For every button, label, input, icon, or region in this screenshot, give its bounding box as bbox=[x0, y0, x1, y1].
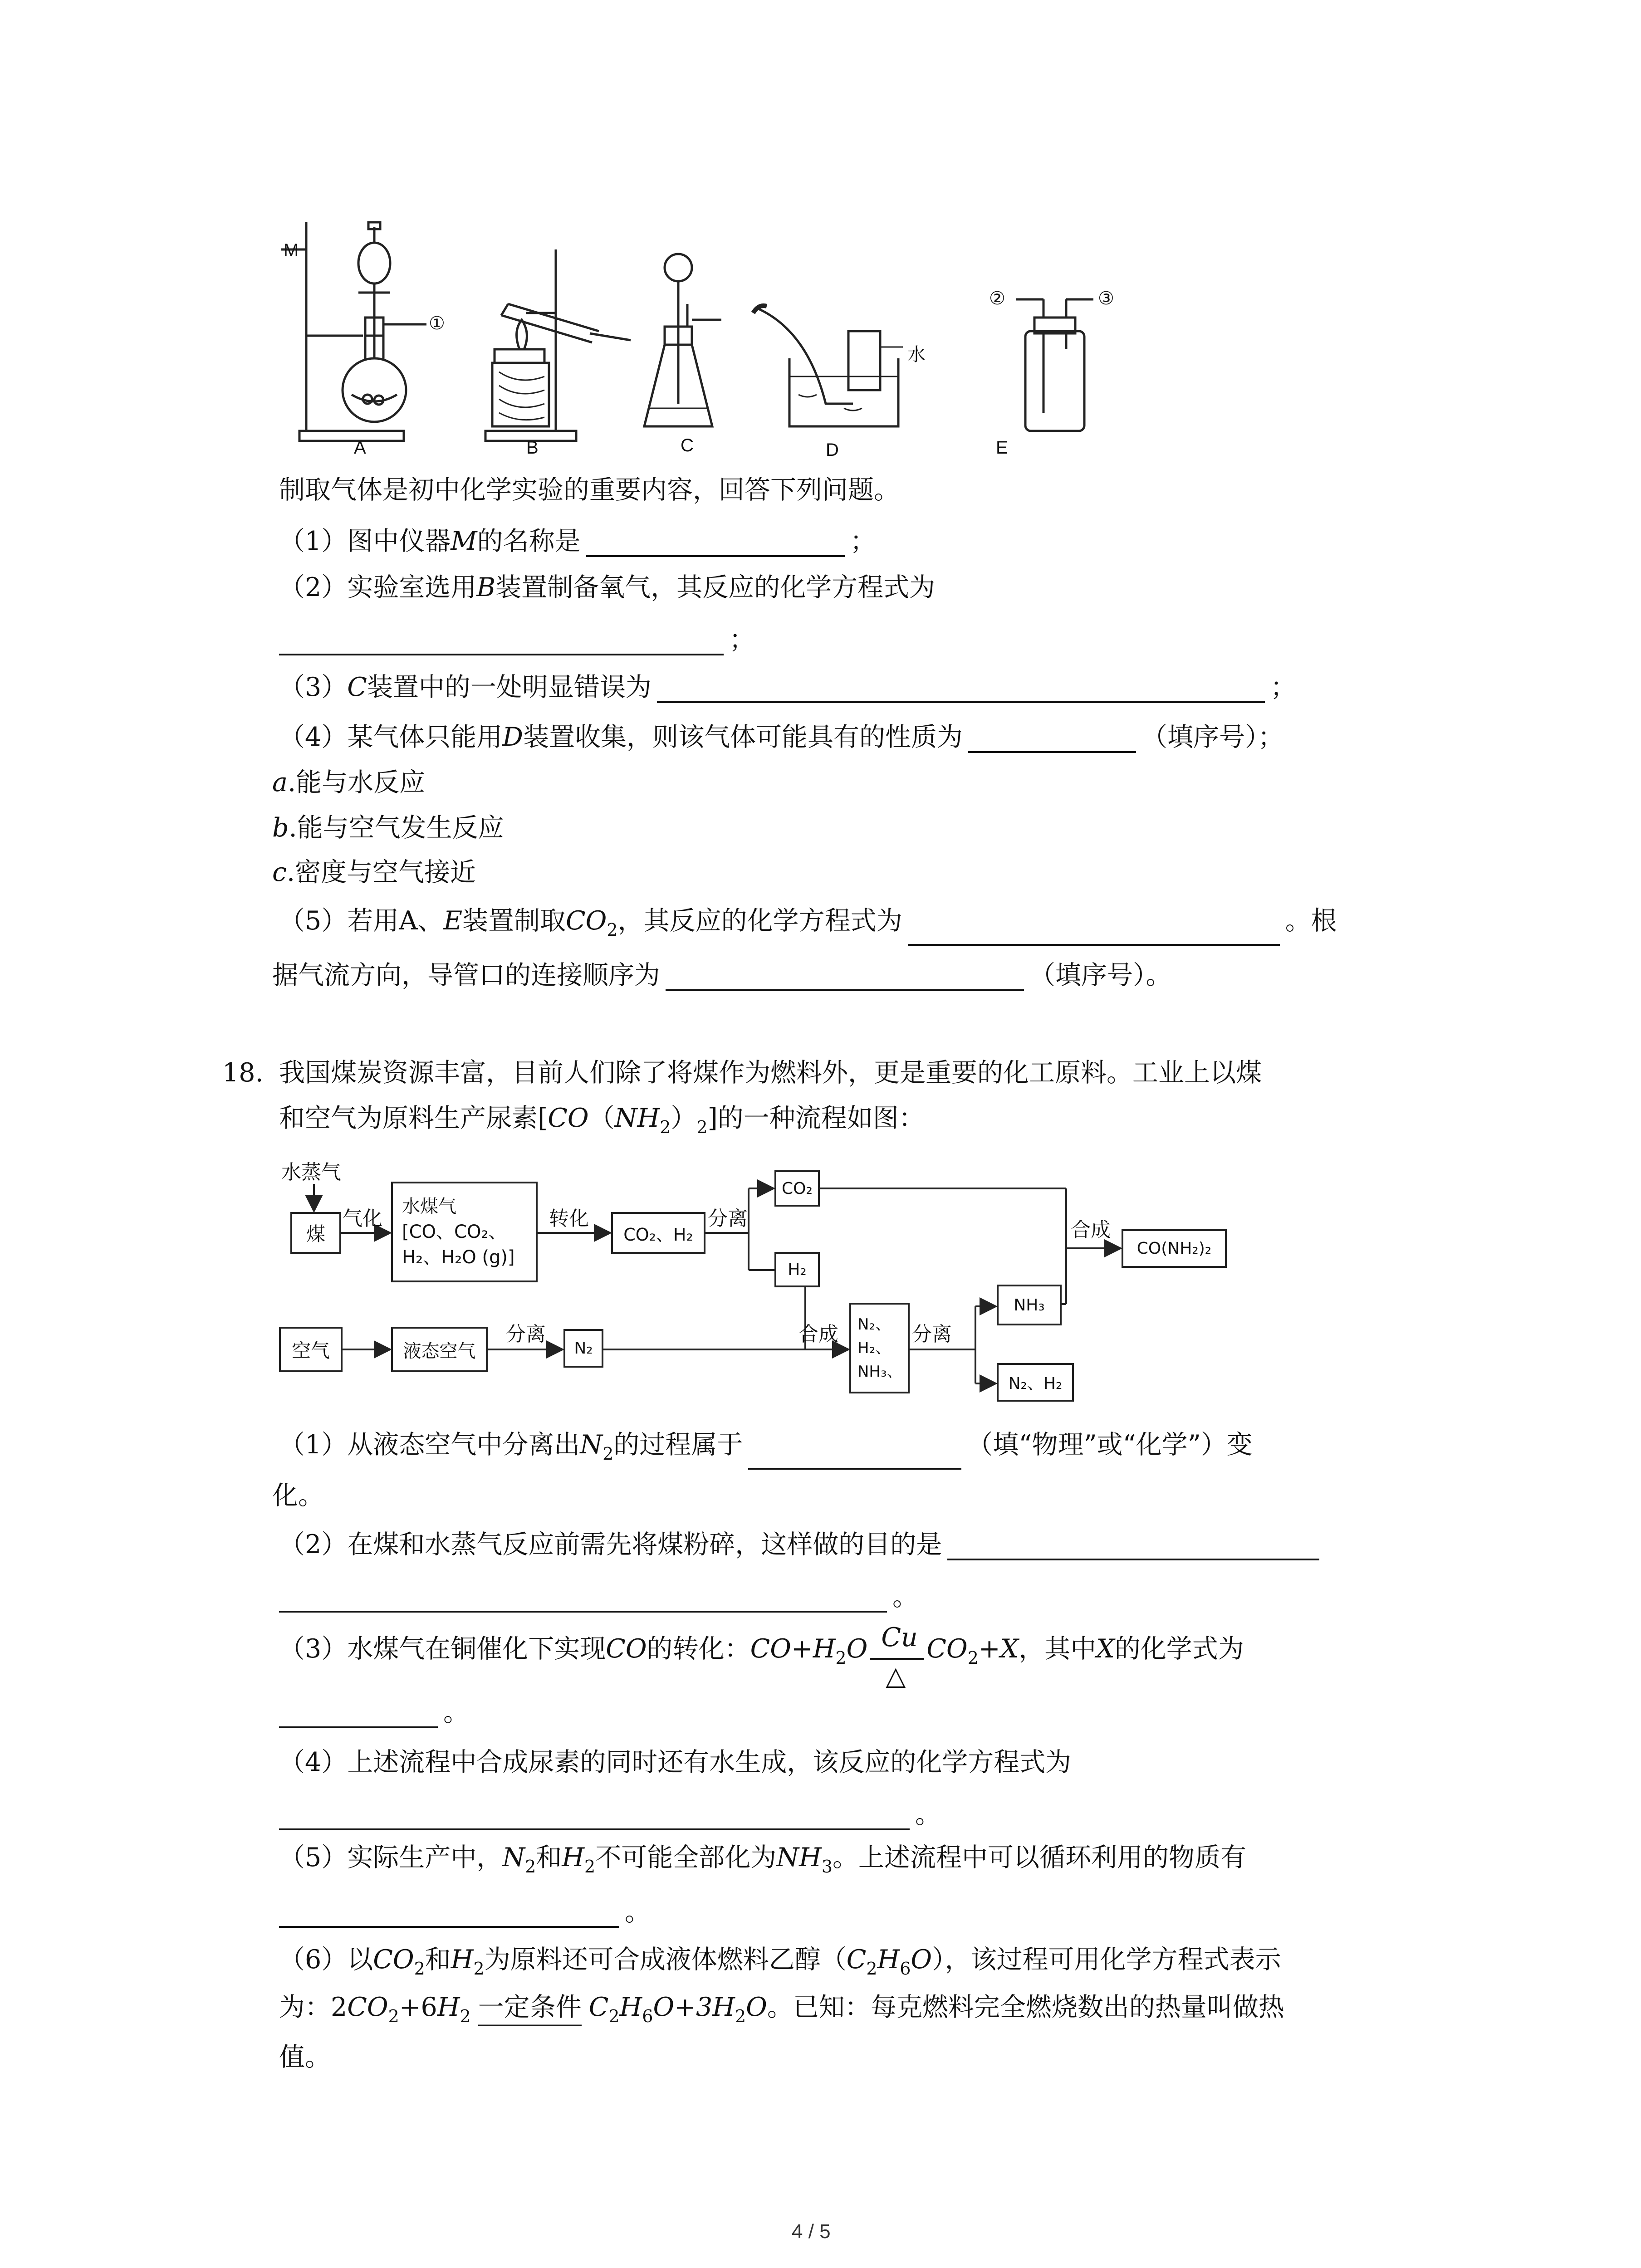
q18-part4-answer: 。 bbox=[279, 1799, 941, 1830]
flow-label-synth-mid: 合成 bbox=[798, 1323, 838, 1346]
flow-box-co2: CO₂ bbox=[774, 1170, 820, 1207]
q17-intro: 制取气体是初中化学实验的重要内容，回答下列问题。 bbox=[279, 475, 900, 505]
flow-label-separate3: 分离 bbox=[912, 1323, 952, 1346]
label-water: 水 bbox=[907, 345, 926, 365]
flow-box-urea: CO(NH₂)₂ bbox=[1122, 1229, 1227, 1268]
reaction-condition: Cu △ bbox=[867, 1642, 926, 1674]
q17-option-c: c.密度与空气接近 bbox=[272, 857, 476, 887]
q18-part6-line2: 为：$2CO_2+6H_2$ 一定条件 $C_2H_6O+3H_2O$。已知：每克燃料完全燃烧数出的热量叫做热 bbox=[279, 1992, 1284, 2026]
flow-steam: 水蒸气 bbox=[281, 1161, 341, 1184]
label-circle-3: ③ bbox=[1098, 288, 1114, 308]
q18-part1-line2: 化。 bbox=[272, 1481, 324, 1510]
label-c: C bbox=[681, 435, 694, 455]
q18-part2-answer: 。 bbox=[279, 1581, 918, 1613]
flow-label-separate2: 分离 bbox=[506, 1323, 546, 1346]
label-circle-1: ① bbox=[429, 313, 445, 333]
q18-part6: （6）以$CO_2$和$H_2$为原料还可合成液体燃料乙醇$(C_2H_6O)$，该过程可用化学方程式表示 bbox=[279, 1945, 1281, 1979]
flow-box-n2: N₂ bbox=[563, 1329, 603, 1368]
q18-part5-answer: 。 bbox=[279, 1896, 651, 1928]
q18-number: 18. bbox=[222, 1058, 264, 1088]
flow-box-liquid-air: 液态空气 bbox=[391, 1327, 488, 1372]
q18-part4: （4）上述流程中合成尿素的同时还有水生成，该反应的化学方程式为 bbox=[279, 1747, 1072, 1777]
flow-box-watergas: 水煤气 [CO、CO₂、 H₂、H₂O (g)] bbox=[391, 1182, 538, 1282]
q17-part2-answer: ； bbox=[279, 624, 755, 655]
label-e: E bbox=[996, 438, 1008, 458]
answer-blank-7[interactable] bbox=[748, 1441, 961, 1470]
q18-part6-line3: 值。 bbox=[279, 2042, 331, 2072]
q17-part5-line2: 据气流方向，导管口的连接顺序为 （填序号）。 bbox=[272, 960, 1172, 990]
flow-label-synth-top: 合成 bbox=[1071, 1218, 1111, 1242]
page-number: 4 / 5 bbox=[792, 2220, 831, 2243]
label-m: M bbox=[284, 240, 299, 260]
q18-part1: （1）从液态空气中分离出$N_2$的过程属于 （填“物理”或“化学”）变 bbox=[279, 1429, 1253, 1470]
label-circle-2: ② bbox=[989, 288, 1005, 308]
flow-box-coal: 煤 bbox=[290, 1212, 341, 1254]
label-d: D bbox=[826, 440, 839, 460]
flow-label-convert: 转化 bbox=[549, 1207, 589, 1230]
q18-part3-answer: 。 bbox=[279, 1696, 469, 1728]
flow-label-separate1: 分离 bbox=[708, 1207, 748, 1230]
q17-option-b: b.能与空气发生反应 bbox=[272, 813, 504, 843]
label-b: B bbox=[526, 438, 539, 458]
flow-box-h2: H₂ bbox=[774, 1252, 820, 1287]
flow-box-air: 空气 bbox=[279, 1327, 343, 1372]
label-a: A bbox=[354, 438, 366, 458]
flow-box-nh3: NH₃ bbox=[997, 1285, 1062, 1325]
q17-part1: （1）图中仪器M的名称是 ； bbox=[279, 526, 876, 556]
q18-intro-line1: 我国煤炭资源丰富，目前人们除了将煤作为燃料外，更是重要的化工原料。工业上以煤 bbox=[279, 1058, 1262, 1088]
answer-blank-12[interactable] bbox=[279, 1899, 619, 1928]
answer-blank-11[interactable] bbox=[279, 1801, 910, 1830]
flow-label-gasify: 气化 bbox=[343, 1207, 382, 1230]
q17-part3: （3）C装置中的一处明显错误为 ； bbox=[279, 672, 1296, 702]
answer-blank-8[interactable] bbox=[947, 1531, 1319, 1560]
q17-option-a: a.能与水反应 bbox=[272, 767, 426, 797]
q18-intro-line2: 和空气为原料生产尿素$[CO(NH_2)_2]$的一种流程如图： bbox=[279, 1103, 925, 1137]
q18-part5: （5）实际生产中，$N_2$和$H_2$不可能全部化为$NH_3$。上述流程中可以循环利用的物质有 bbox=[279, 1843, 1247, 1877]
answer-blank-9[interactable] bbox=[279, 1584, 887, 1613]
q17-part4: （4）某气体只能用D装置收集，则该气体可能具有的性质为 （填序号）； bbox=[279, 722, 1284, 752]
flow-box-mix: N₂、 H₂、 NH₃、 bbox=[849, 1303, 910, 1393]
q17-part2: （2）实验室选用B装置制备氧气，其反应的化学方程式为 bbox=[279, 572, 936, 602]
answer-blank-10[interactable] bbox=[279, 1699, 438, 1728]
flow-box-n2-h2: N₂、H₂ bbox=[997, 1363, 1074, 1402]
q17-part5: （5）若用A、E装置制取$CO_2$，其反应的化学方程式为 。根 bbox=[279, 905, 1337, 946]
reaction-condition-2: 一定条件 bbox=[478, 1991, 582, 2026]
flow-box-co2-h2: CO₂、H₂ bbox=[611, 1212, 705, 1254]
q18-part2: （2）在煤和水蒸气反应前需先将煤粉碎，这样做的目的是 bbox=[279, 1529, 1325, 1560]
q18-part3: （3）水煤气在铜催化下实现CO的转化：$CO+H_2O$ Cu △ $CO_2+X$，其中X的化学式为 bbox=[279, 1623, 1244, 1691]
